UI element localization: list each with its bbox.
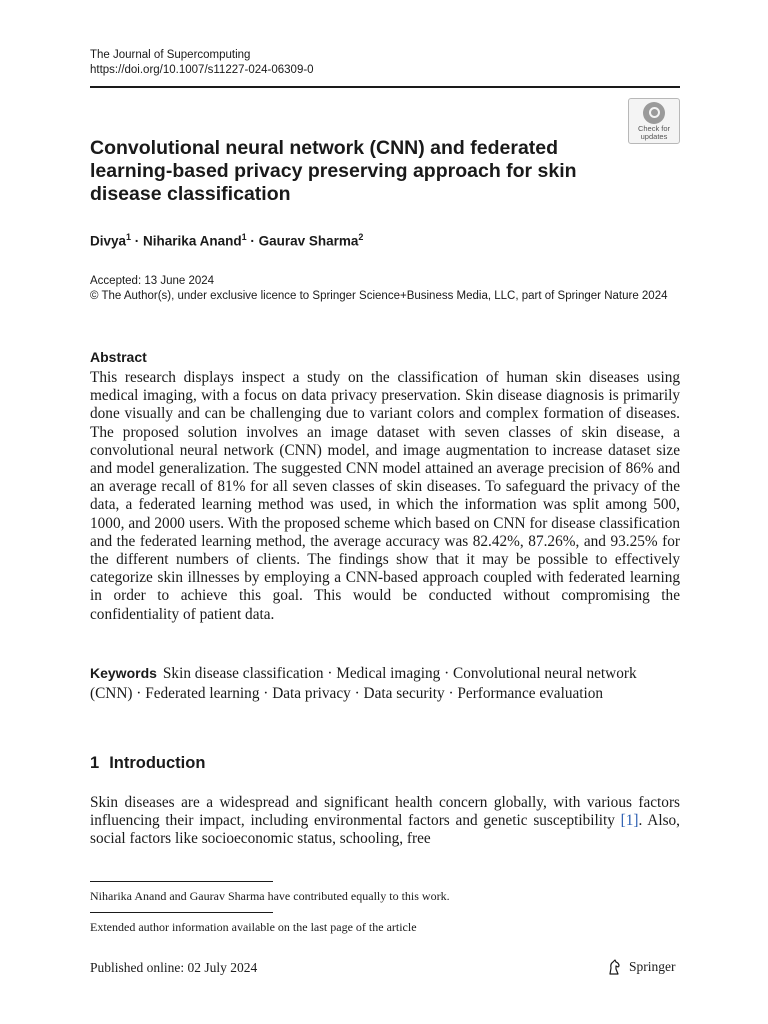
author-name[interactable]: Niharika Anand	[143, 233, 242, 249]
abstract-text: This research displays inspect a study on the classification of human skin diseases using medical imaging, with a focus on data privacy preservation. Skin disease diagnosis is primarily done visually and can be challenging due to variant colors and complex formation of diseases. The proposed solution involves an image dataset with seven classes of skin disease, a convolutional neural network (CNN) model, and image augmentation to increase dataset size and model generalization. The suggested CNN model attained an average precision of 86% and an average recall of 81% for all seven classes of skin diseases. To safeguard the privacy of the data, a federated learning method was used, in which the information was split among 500, 1000, and 2000 users. With the proposed scheme which based on CNN for disease classification and the federated learning method, the average accuracy was 82.42%, 87.26%, and 93.25% for the different numbers of clients. The findings show that it may be possible to effectively categorize skin illnesses by employing a CNN-based approach coupled with federated learning in order to achieve this goal. This would be conducted without compromising the confidentiality of patient data.	[90, 369, 680, 623]
keywords-list: Skin disease classification · Medical imaging · Convolutional neural network (CNN) · Federated learning · Data privacy · Data security · Performance evaluation	[90, 665, 637, 702]
badge-label: Check for updates	[637, 124, 671, 141]
intro-text-end: . Also, social factors like socioeconomic status, schooling, free	[90, 812, 680, 848]
article-dates	[90, 274, 680, 304]
intro-text-start: Skin diseases are a widespread and significant health concern globally, with various factors influencing their impact, including environmental factors and genetic susceptibility	[90, 794, 680, 830]
keywords-heading: Keywords	[90, 665, 157, 681]
header-rule	[90, 86, 680, 88]
doi-link[interactable]: https://doi.org/10.1007/s11227-024-06309-0	[90, 64, 314, 76]
author-list	[90, 232, 363, 249]
copyright-notice: © The Author(s), under exclusive licence to Springer Science+Business Media, LLC, part of Springer Nature 2024	[90, 290, 668, 302]
section-title: Introduction	[109, 754, 206, 772]
check-for-updates-icon	[643, 102, 665, 124]
author-name[interactable]: Gaurav Sharma	[258, 233, 359, 249]
footnote-rule	[90, 881, 273, 882]
author-affiliation: 1	[126, 232, 132, 242]
footnote-rule	[90, 912, 273, 913]
citation-link[interactable]: [1]	[620, 812, 639, 830]
journal-name: The Journal of Supercomputing	[90, 49, 251, 61]
keywords-block	[90, 664, 680, 703]
journal-header	[90, 48, 314, 78]
section-number: 1	[90, 754, 100, 772]
introduction-paragraph	[90, 794, 680, 849]
footnote-contribution: Niharika Anand and Gaurav Sharma have contributed equally to this work.	[90, 889, 450, 903]
author-separator: ·	[131, 233, 144, 249]
author-affiliation: 1	[241, 232, 247, 242]
article-title: Convolutional neural network (CNN) and federated learning-based privacy preserving approach for skin disease classification	[90, 137, 577, 205]
published-date: Published online: 02 July 2024	[90, 960, 258, 975]
publisher-name: Springer	[629, 959, 676, 974]
footnote-extended-info: Extended author information available on the last page of the article	[90, 920, 417, 934]
accepted-date: Accepted: 13 June 2024	[90, 275, 215, 287]
check-for-updates-badge[interactable]	[628, 98, 680, 144]
author-affiliation: 2	[358, 232, 364, 242]
author-separator: ·	[246, 233, 259, 249]
abstract-heading: Abstract	[90, 349, 147, 365]
section-heading-introduction	[90, 754, 205, 773]
publisher-logo	[606, 958, 676, 976]
author-name[interactable]: Divya	[90, 233, 127, 249]
springer-horse-icon	[606, 958, 624, 976]
